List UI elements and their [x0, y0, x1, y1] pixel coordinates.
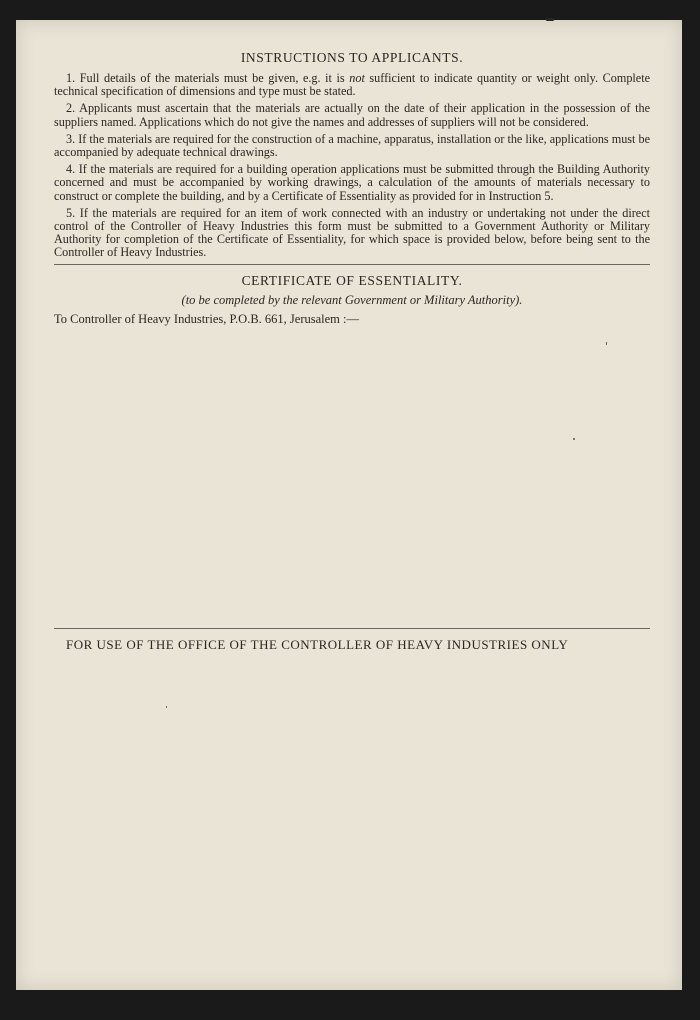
- office-use-label: FOR USE OF THE OFFICE OF THE CONTROLLER OF HEAVY INDUSTRIES ONLY: [66, 637, 569, 652]
- instruction-item-2: 2. Applicants must ascertain that the materials are actually on the date of their application in the possession of the suppliers named. Applications which do not give the names and addresses of suppliers will not be considered.: [54, 101, 650, 129]
- certificate-title: CERTIFICATE OF ESSENTIALITY.: [241, 272, 463, 288]
- instruction-item-3: 3. If the materials are required for the construction of a machine, apparatus, installation or the like, applications must be accompanied by adequate technical drawings.: [54, 131, 650, 160]
- instruction-1-text-start: 1. Full details of the materials must be given, e.g. it is: [66, 71, 350, 85]
- instructions-title: INSTRUCTIONS TO APPLICANTS.: [240, 50, 464, 65]
- instruction-1-text-end: sufficient to indicate quantity or weight only. Complete technical specification of dimensions and type must be stated.: [54, 71, 650, 99]
- paper-speck: [606, 342, 607, 345]
- paper-speck: [166, 706, 167, 708]
- instruction-1-emphasis: not: [349, 71, 365, 85]
- instruction-item-5: 5. If the materials are required for an item of work connected with an industry or undertaking not under the direct control of the Controller of Heavy Industries this form must be submitted to a Government Authority or Military Authority for completion of the Certificate of Essentiality, for which space is provided below, before being sent to the Controller of Heavy Industries.: [54, 205, 650, 260]
- paper-speck: [546, 18, 554, 21]
- certificate-addressee: To Controller of Heavy Industries, P.O.B. 661, Jerusalem :—: [54, 311, 359, 326]
- office-use-divider: [54, 628, 650, 629]
- certificate-subtitle: (to be completed by the relevant Government or Military Authority).: [181, 292, 523, 307]
- form-page: [16, 20, 682, 990]
- instruction-item-4: 4. If the materials are required for a building operation applications must be submitted through the Building Authority concerned and must be accompanied by working drawings, a calculation of the amounts of materials necessary to construct or complete the building, and by a Certificate of Essentiality as provided for in Instruction 5.: [54, 162, 650, 203]
- paper-speck: [573, 438, 575, 440]
- instructions-section: [54, 50, 650, 327]
- section-divider: [54, 264, 650, 265]
- instruction-item-1: [54, 72, 650, 98]
